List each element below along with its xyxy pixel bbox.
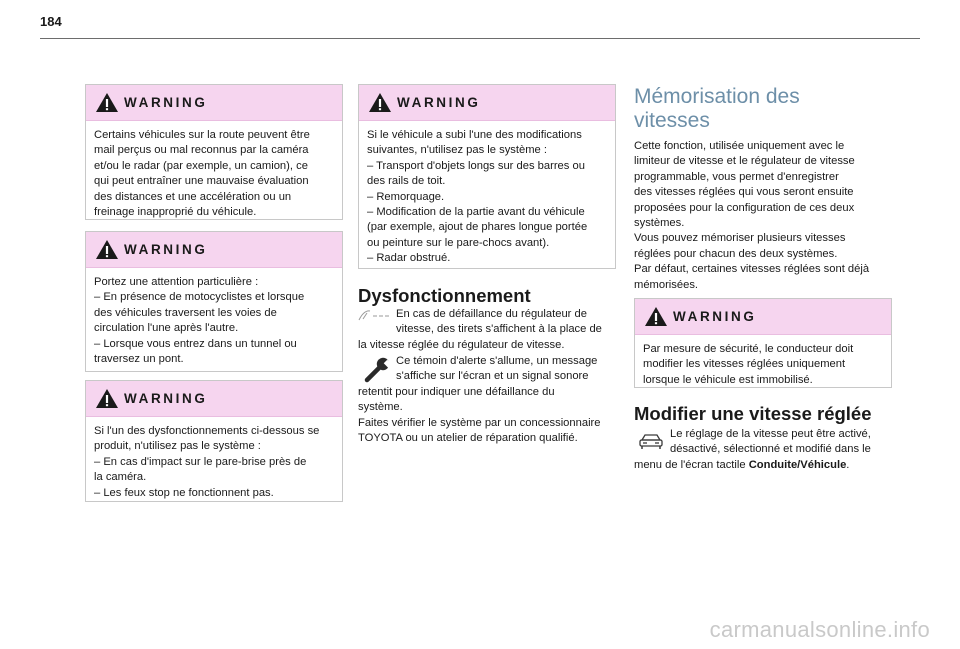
warning-header xyxy=(86,232,342,268)
car-settings-icon xyxy=(638,431,664,451)
warning-line: qui peut entraîner une mauvaise évaluation xyxy=(94,175,309,188)
warning-header xyxy=(635,299,891,335)
text-line: Par défaut, certaines vitesses réglées sont déjà xyxy=(634,263,870,276)
warning-body xyxy=(86,268,342,374)
text-line: TOYOTA ou un atelier de réparation qualifié. xyxy=(358,432,578,445)
warning-line: freinage inapproprié du véhicule. xyxy=(94,206,257,219)
warning-line: Si le véhicule a subi l'une des modifications xyxy=(367,129,582,141)
text-line: Cette fonction, utilisée uniquement avec le xyxy=(634,140,845,152)
warning-triangle-icon xyxy=(368,92,392,113)
text-line: la vitesse réglée du régulateur de vitesse. xyxy=(358,338,565,351)
warning-line: – Radar obstrué. xyxy=(367,252,451,265)
warning-body xyxy=(359,121,615,274)
text-line: Faites vérifier le système par un concessionnaire xyxy=(358,416,601,429)
section-heading-modifier: Modifier une vitesse réglée xyxy=(634,403,872,424)
warning-line: – Remorquage. xyxy=(367,190,445,203)
warning-header xyxy=(86,381,342,417)
warning-box-5 xyxy=(634,298,892,388)
warning-line: Portez une attention particulière : xyxy=(94,276,259,288)
warning-header xyxy=(359,85,615,121)
warning-title: WARNING xyxy=(124,242,208,257)
text-line: désactivé, sélectionné et modifié dans le xyxy=(670,443,871,456)
malfunction-paragraph-2 xyxy=(358,354,620,446)
warning-line: – Lorsque vous entrez dans un tunnel ou xyxy=(94,337,297,350)
text-line: mémorisées. xyxy=(634,278,699,291)
text-line: retentit pour indiquer une défaillance du xyxy=(358,385,555,398)
warning-title: WARNING xyxy=(124,391,208,406)
warning-body xyxy=(86,417,342,508)
warning-line: – En cas d'impact sur le pare-brise près de xyxy=(94,455,307,468)
text-line: Ce témoin d'alerte s'allume, un message xyxy=(396,355,598,367)
warning-line: Par mesure de sécurité, le conducteur doit xyxy=(643,343,854,355)
warning-line: – Les feux stop ne fonctionnent pas. xyxy=(94,486,274,499)
text-line: En cas de défaillance du régulateur de xyxy=(396,308,587,320)
warning-body xyxy=(86,121,342,227)
warning-line: circulation l'une après l'autre. xyxy=(94,322,239,335)
warning-line: modifier les vitesses réglées uniquement xyxy=(643,358,846,371)
memorisation-paragraph xyxy=(634,139,896,293)
malfunction-paragraph-1 xyxy=(358,307,620,353)
warning-line: traversez un pont. xyxy=(94,353,184,366)
warning-line: Si l'un des dysfonctionnements ci-dessous se xyxy=(94,425,320,437)
warning-line: mail perçus ou mal reconnus par la caméra xyxy=(94,144,309,157)
warning-line: des distances et une accélération ou un xyxy=(94,190,292,203)
warning-box-1 xyxy=(85,84,343,220)
warning-line: – En présence de motocyclistes et lorsque xyxy=(94,291,305,304)
section-heading-dysfonctionnement: Dysfonctionnement xyxy=(358,285,531,306)
text-line: Vous pouvez mémoriser plusieurs vitesses xyxy=(634,232,846,245)
warning-triangle-icon xyxy=(95,92,119,113)
warning-title: WARNING xyxy=(124,95,208,110)
watermark: carmanualsonline.info xyxy=(709,617,930,642)
heading-line: Mémorisation des xyxy=(634,85,800,108)
menu-path-bold: Conduite/Véhicule xyxy=(748,458,847,471)
header-rule xyxy=(40,38,920,39)
warning-line: la caméra. xyxy=(94,471,147,484)
warning-line: produit, n'utilisez pas le système : xyxy=(94,440,261,453)
warning-line: – Modification de la partie avant du véhicule xyxy=(367,206,585,219)
dashed-speed-display-icon xyxy=(358,308,392,322)
warning-line: ou peinture sur le pare-chocs avant). xyxy=(367,236,550,249)
warning-triangle-icon xyxy=(95,388,119,409)
warning-line: des véhicules traversent les voies de xyxy=(94,306,277,319)
text-line: Le réglage de la vitesse peut être activé, xyxy=(670,428,871,440)
warning-line: (par exemple, ajout de phares longue portée xyxy=(367,221,588,234)
heading-line: vitesses xyxy=(634,109,710,132)
text-line: réglées pour chacun des deux systèmes. xyxy=(634,247,838,260)
warning-header xyxy=(86,85,342,121)
warning-line: – Transport d'objets longs sur des barres ou xyxy=(367,159,585,172)
text-line xyxy=(634,458,896,473)
modify-speed-paragraph xyxy=(634,427,896,473)
text-line: systèmes. xyxy=(634,217,685,230)
text-line: s'affiche sur l'écran et un signal sonore xyxy=(396,370,589,383)
warning-line: Certains véhicules sur la route peuvent être xyxy=(94,129,310,141)
text-span: . xyxy=(846,458,850,471)
text-line: programmable, vous permet d'enregistrer xyxy=(634,170,839,183)
warning-title: WARNING xyxy=(397,95,481,110)
warning-triangle-icon xyxy=(95,239,119,260)
text-span: menu de l'écran tactile xyxy=(634,458,749,471)
warning-line: et/ou le radar (par exemple, un camion), ce xyxy=(94,159,308,172)
warning-box-3 xyxy=(85,380,343,502)
warning-title: WARNING xyxy=(673,309,757,324)
text-line: proposées pour la configuration de ces deux xyxy=(634,201,855,214)
warning-line: lorsque le véhicule est immobilisé. xyxy=(643,373,813,386)
text-line: système. xyxy=(358,401,403,414)
text-line: limiteur de vitesse et le régulateur de vitesse xyxy=(634,155,855,168)
page-number: 184 xyxy=(40,14,62,29)
warning-box-4 xyxy=(358,84,616,269)
warning-box-2 xyxy=(85,231,343,372)
text-line: vitesse, des tirets s'affichent à la place de xyxy=(396,323,602,336)
text-line: des vitesses réglées qui vous seront ensuite xyxy=(634,186,854,199)
warning-body xyxy=(635,335,891,395)
warning-line: des rails de toit. xyxy=(367,175,446,188)
warning-line: suivantes, n'utilisez pas le système : xyxy=(367,144,547,157)
wrench-icon xyxy=(364,356,392,384)
warning-triangle-icon xyxy=(644,306,668,327)
section-heading-memorisation xyxy=(634,85,800,133)
